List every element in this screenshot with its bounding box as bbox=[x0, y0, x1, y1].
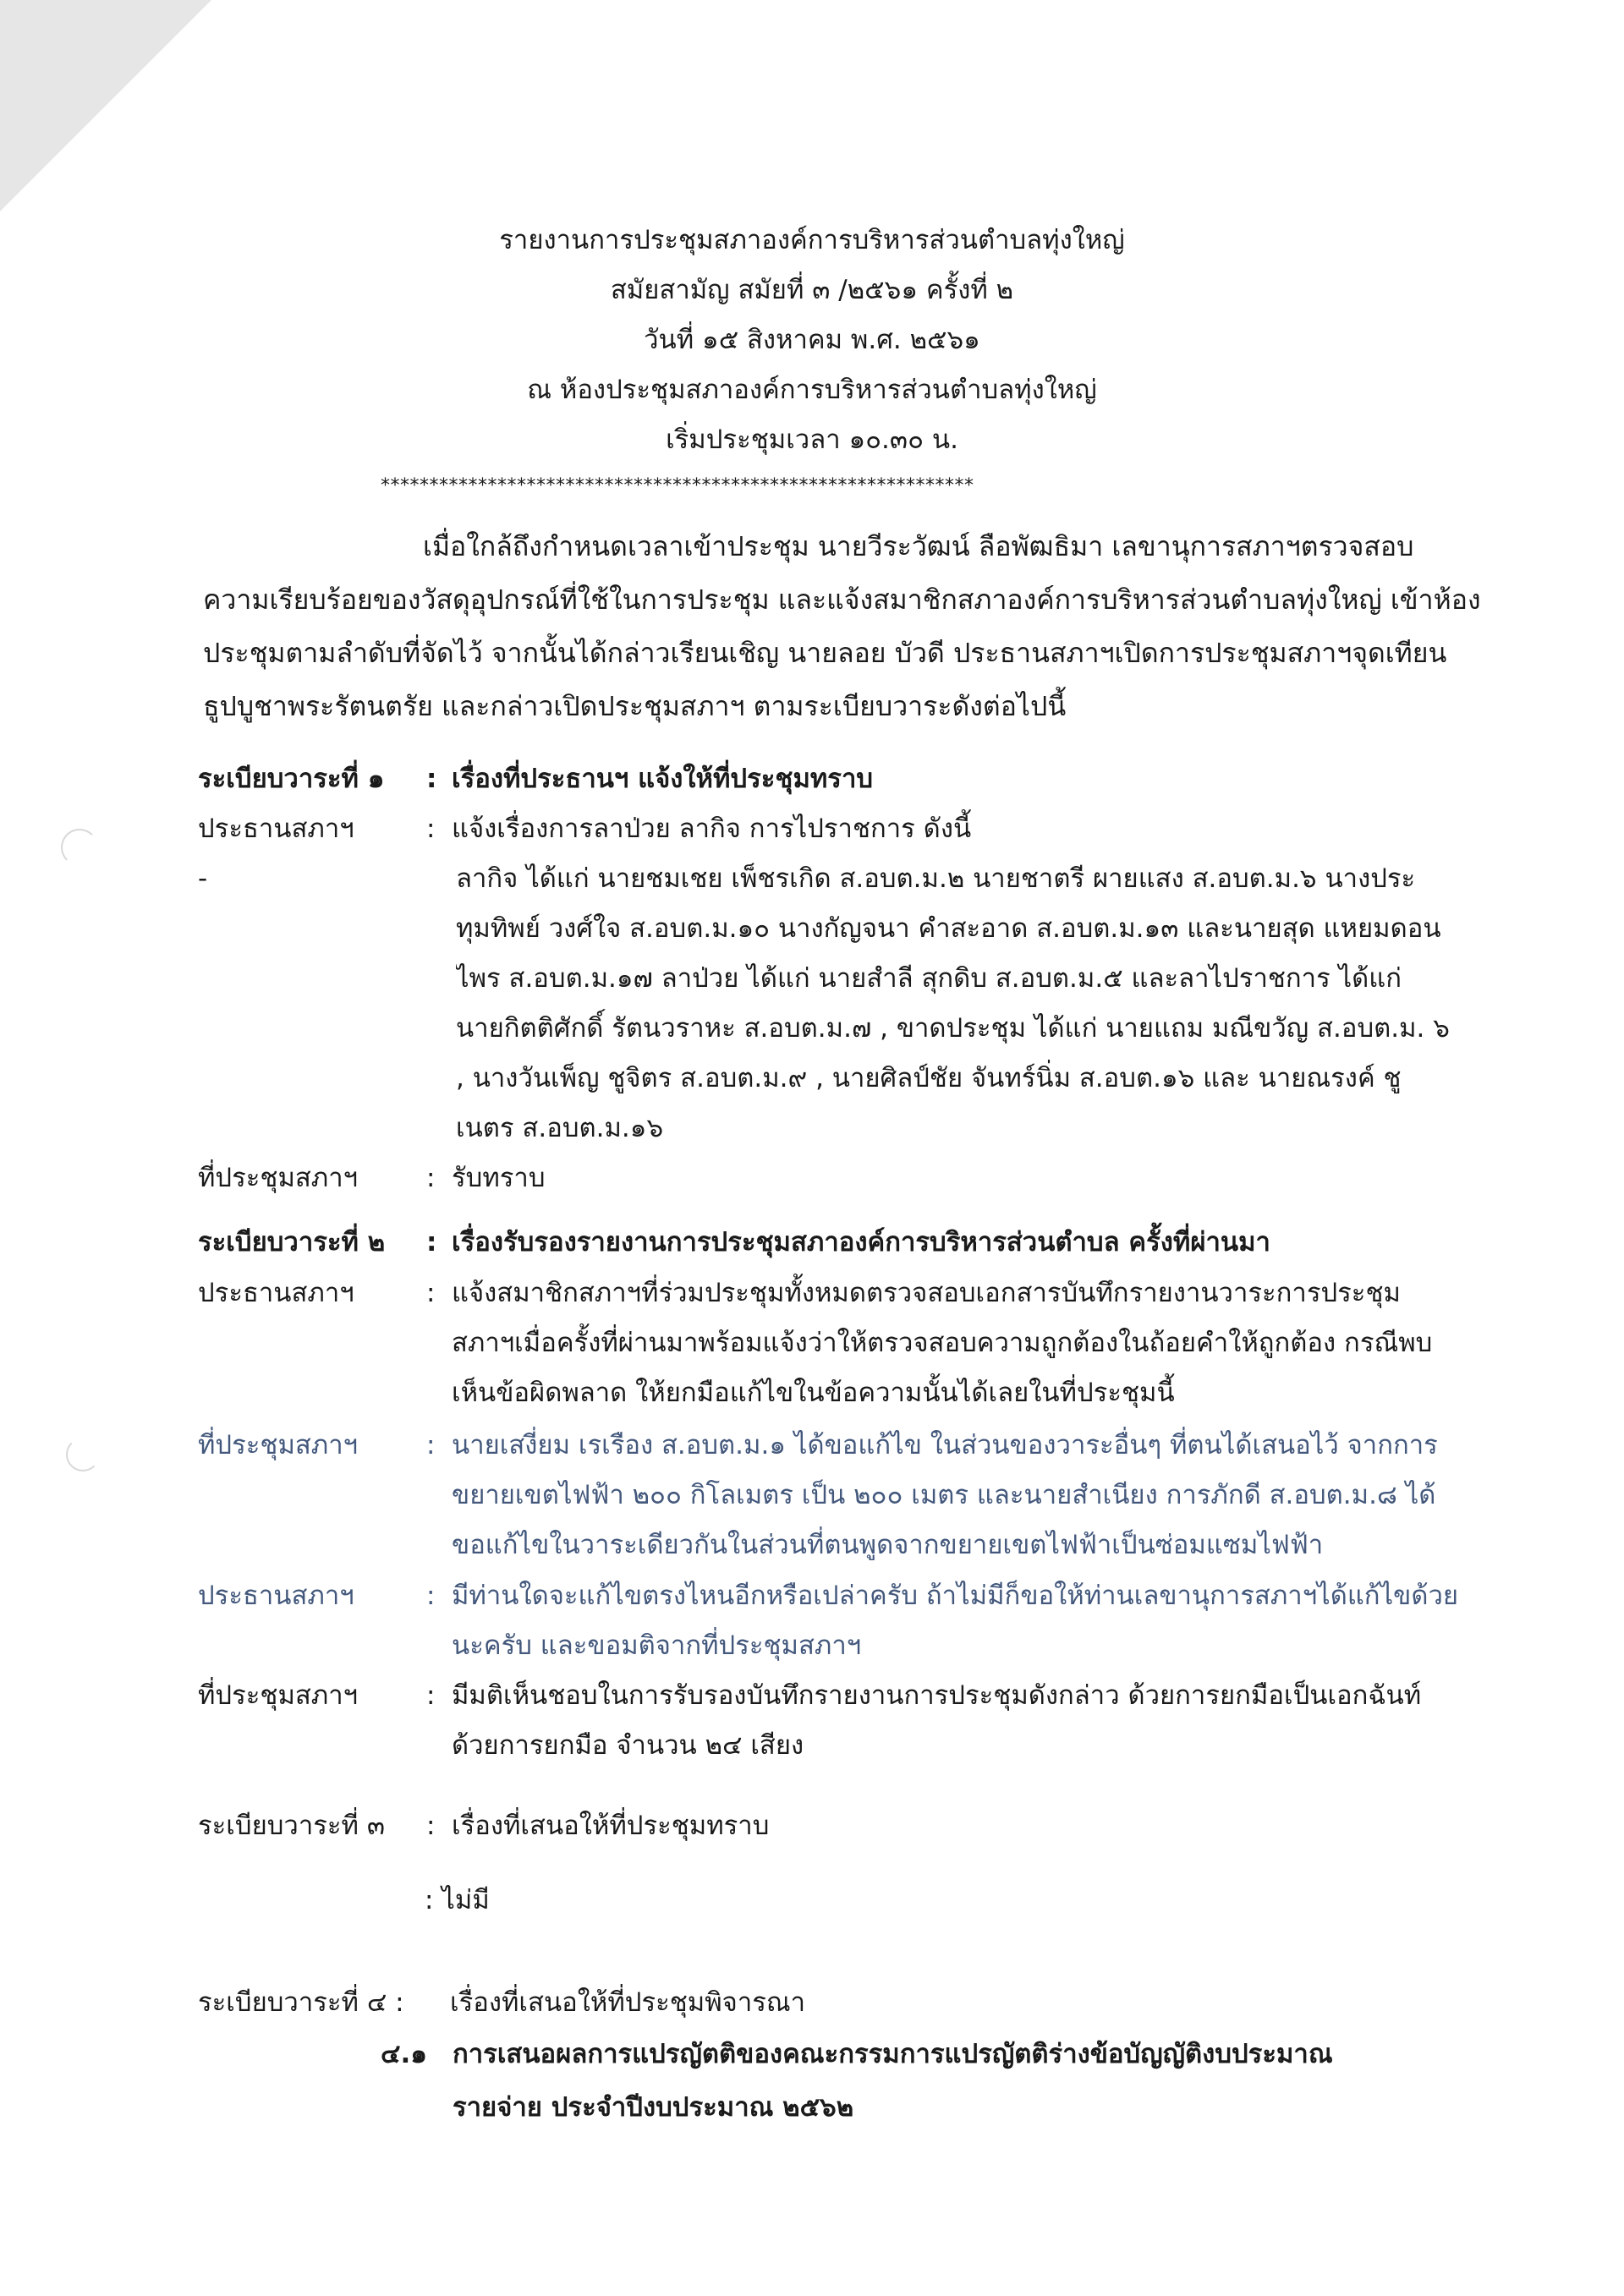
scan-folded-corner bbox=[0, 0, 211, 211]
agenda-title: เรื่องที่เสนอให้ที่ประชุมพิจารณา bbox=[450, 1987, 806, 2018]
agenda-colon: : bbox=[426, 764, 437, 794]
entry-text: นายเสงี่ยม เรเรือง ส.อบต.ม.๑ ได้ขอแก้ไข ในส่วนของวาระอื่นๆ ที่ตนได้เสนอไว้ จากการ bbox=[452, 1430, 1438, 1460]
agenda-title: เรื่องที่เสนอให้ที่ประชุมทราบ bbox=[452, 1811, 770, 1841]
speaker-label: ประธานสภาฯ bbox=[198, 1581, 354, 1611]
scan-binder-hole-mark bbox=[61, 829, 98, 866]
opening-line: ธูปบูชาพระรัตนตรัย และกล่าวเปิดประชุมสภาฯ ตามระเบียบวาระดังต่อไปนี้ bbox=[203, 690, 1067, 722]
detail-line: นายกิตติศักดิ์ รัตนวราหะ ส.อบต.ม.๗ , ขาดประชุม ได้แก่ นายแถม มณีขวัญ ส.อบต.ม. ๖ bbox=[456, 1013, 1450, 1044]
date-line: วันที่ ๑๕ สิงหาคม พ.ศ. ๒๕๖๑ bbox=[644, 325, 980, 355]
detail-line: , นางวันเพ็ญ ชูจิตร ส.อบต.ม.๙ , นายศิลป์ชัย จันทร์นิ่ม ส.อบต.๑๖ และ นายณรงค์ ชู bbox=[456, 1063, 1402, 1093]
document-header bbox=[0, 216, 1624, 465]
agenda-number: ระเบียบวาระที่ ๓ bbox=[198, 1811, 386, 1841]
agenda-title: เรื่องรับรองรายงานการประชุมสภาองค์การบริหารส่วนตำบล ครั้งที่ผ่านมา bbox=[452, 1227, 1270, 1258]
opening-line: เมื่อใกล้ถึงกำหนดเวลาเข้าประชุม นายวีระวัฒน์ ลือพัฒธิมา เลขานุการสภาฯตรวจสอบ bbox=[423, 530, 1414, 562]
opening-line: ประชุมตามลำดับที่จัดไว้ จากนั้นได้กล่าวเรียนเชิญ นายลอย บัวดี ประธานสภาฯเปิดการประชุมสภาฯจุดเทียน bbox=[203, 637, 1447, 669]
item-text: รายจ่าย ประจำปีงบประมาณ ๒๕๖๒ bbox=[453, 2092, 854, 2123]
report-title: รายงานการประชุมสภาองค์การบริหารส่วนตำบลทุ่งใหญ่ bbox=[499, 225, 1125, 255]
detail-line: ลากิจ ได้แก่ นายชมเชย เพ็ชรเกิด ส.อบต.ม.๒ นายชาตรี ผายแสง ส.อบต.ม.๖ นางประ bbox=[456, 863, 1416, 894]
speaker-label: ที่ประชุมสภาฯ bbox=[198, 1430, 359, 1460]
entry-text: สภาฯเมื่อครั้งที่ผ่านมาพร้อมแจ้งว่าให้ตรวจสอบความถูกต้องในถ้อยคำให้ถูกต้อง กรณีพบ bbox=[452, 1328, 1433, 1358]
asterisk-separator: ************************************************************* bbox=[381, 475, 974, 496]
entry-text: แจ้งเรื่องการลาป่วย ลากิจ การไปราชการ ดังนี้ bbox=[452, 814, 972, 844]
resolution-text: มีมติเห็นชอบในการรับรองบันทึกรายงานการประชุมดังกล่าว ด้วยการยกมือเป็นเอกฉันท์ bbox=[452, 1680, 1422, 1711]
speaker-colon: : bbox=[426, 814, 436, 844]
agenda-number: ระเบียบวาระที่ ๑ bbox=[198, 764, 385, 794]
speaker-colon: : bbox=[426, 1430, 436, 1460]
opening-line: ความเรียบร้อยของวัสดุอุปกรณ์ที่ใช้ในการประชุม และแจ้งสมาชิกสภาองค์การบริหารส่วนตำบลทุ่งใหญ่ เข้าห้อง bbox=[203, 584, 1481, 616]
detail-line: เนตร ส.อบต.ม.๑๖ bbox=[456, 1113, 664, 1143]
speaker-label: ประธานสภาฯ bbox=[198, 1278, 354, 1308]
resolution-text: รับทราบ bbox=[452, 1163, 546, 1193]
speaker-colon: : bbox=[426, 1278, 436, 1308]
entry-text: ขยายเขตไฟฟ้า ๒๐๐ กิโลเมตร เป็น ๒๐๐ เมตร และนายสำเนียง การภักดี ส.อบต.ม.๘ ได้ bbox=[452, 1480, 1436, 1510]
entry-text: นะครับ และขอมติจากที่ประชุมสภาฯ bbox=[452, 1630, 862, 1661]
item-number: ๔.๑ bbox=[381, 2039, 427, 2069]
agenda-number: ระเบียบวาระที่ ๔ : bbox=[198, 1987, 404, 2018]
entry-text: ขอแก้ไขในวาระเดียวกันในส่วนที่ตนพูดจากขยายเขตไฟฟ้าเป็นซ่อมแซมไฟฟ้า bbox=[452, 1530, 1324, 1560]
dash-marker: - bbox=[198, 863, 208, 894]
entry-text: มีท่านใดจะแก้ไขตรงไหนอีกหรือเปล่าครับ ถ้าไม่มีก็ขอให้ท่านเลขานุการสภาฯได้แก้ไขด้วย bbox=[452, 1581, 1459, 1611]
speaker-label: ประธานสภาฯ bbox=[198, 814, 354, 844]
start-time-line: เริ่มประชุมเวลา ๑๐.๓๐ น. bbox=[666, 425, 958, 455]
entry-text: แจ้งสมาชิกสภาฯที่ร่วมประชุมทั้งหมดตรวจสอบเอกสารบันทึกรายงานวาระการประชุม bbox=[452, 1278, 1401, 1308]
agenda-number: ระเบียบวาระที่ ๒ bbox=[198, 1227, 386, 1258]
detail-line: ไพร ส.อบต.ม.๑๗ ลาป่วย ได้แก่ นายสำลี สุกดิบ ส.อบต.ม.๕ และลาไปราชการ ได้แก่ bbox=[456, 963, 1402, 994]
speaker-label: ที่ประชุมสภาฯ bbox=[198, 1163, 359, 1193]
session-line: สมัยสามัญ สมัยที่ ๓ /๒๕๖๑ ครั้งที่ ๒ bbox=[610, 275, 1014, 305]
scan-binder-hole-mark bbox=[66, 1438, 100, 1471]
entry-text: เห็นข้อผิดพลาด ให้ยกมือแก้ไขในข้อความนั้นได้เลยในที่ประชุมนี้ bbox=[452, 1378, 1175, 1408]
opening-paragraph bbox=[203, 520, 1489, 733]
speaker-colon: : bbox=[426, 1163, 436, 1193]
item-text: การเสนอผลการแปรญัตติของคณะกรรมการแปรญัตติร่างข้อบัญญัติงบประมาณ bbox=[453, 2039, 1333, 2069]
speaker-label: ที่ประชุมสภาฯ bbox=[198, 1680, 359, 1711]
agenda-colon: : bbox=[426, 1227, 437, 1258]
detail-line: ทุมทิพย์ วงศ์ใจ ส.อบต.ม.๑๐ นางกัญจนา คำสะอาด ส.อบต.ม.๑๓ และนายสุด แหยมดอน bbox=[456, 913, 1441, 944]
venue-line: ณ ห้องประชุมสภาองค์การบริหารส่วนตำบลทุ่งใหญ่ bbox=[527, 375, 1097, 405]
speaker-colon: : bbox=[426, 1581, 436, 1611]
none-text: : ไม่มี bbox=[425, 1885, 490, 1915]
agenda-title: เรื่องที่ประธานฯ แจ้งให้ที่ประชุมทราบ bbox=[452, 764, 874, 794]
agenda-colon: : bbox=[426, 1811, 436, 1841]
speaker-colon: : bbox=[426, 1680, 436, 1711]
resolution-text: ด้วยการยกมือ จำนวน ๒๔ เสียง bbox=[452, 1730, 804, 1761]
